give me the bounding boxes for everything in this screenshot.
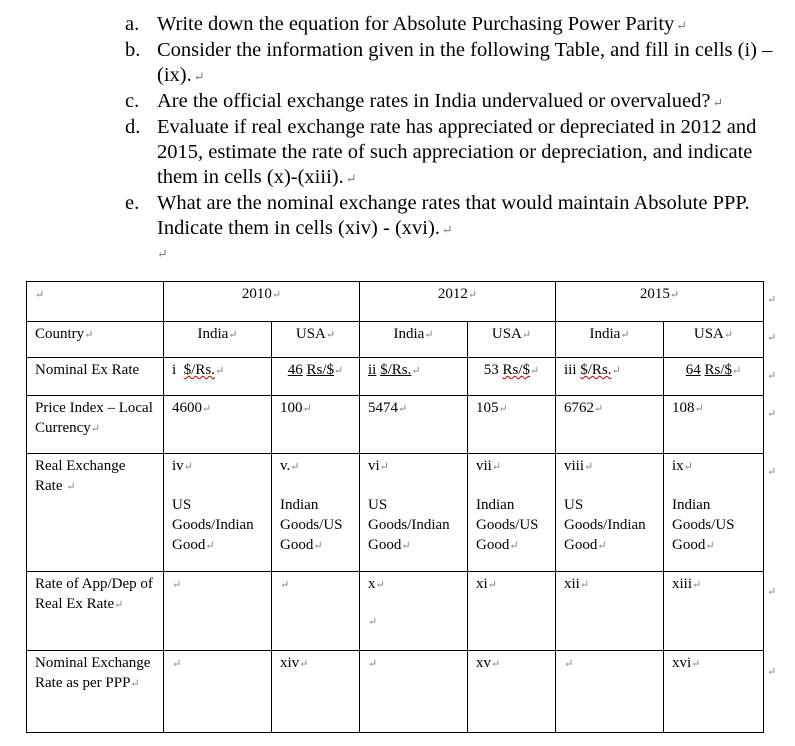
nominal-rate-cell: 53 Rs/$↵	[468, 358, 556, 396]
app-dep-cell: x↵ ↵	[360, 572, 468, 651]
real-rate-cell: ix↵ Indian Goods/US Good↵	[664, 454, 764, 572]
price-index-row	[27, 396, 764, 454]
app-dep-label: Rate of App/Dep of Real Ex Rate↵	[27, 572, 164, 651]
ppp-rate-cell: xv↵	[468, 651, 556, 733]
country-cell: India↵	[360, 322, 468, 358]
row-end-mark: ↵	[767, 586, 777, 598]
price-index-cell: 4600↵	[164, 396, 272, 454]
year-header-row	[27, 282, 764, 322]
nominal-rate-cell: i $/Rs.↵	[164, 358, 272, 396]
app-dep-cell: xi↵	[468, 572, 556, 651]
ppp-rate-cell: ↵	[164, 651, 272, 733]
country-cell: India↵	[556, 322, 664, 358]
question-b: b. Consider the information given in the following Table, and fill in cells (i) – (ix). ↵	[125, 39, 773, 86]
country-row	[27, 322, 764, 358]
country-cell: USA↵	[272, 322, 360, 358]
nominal-rate-cell: iii $/Rs.↵	[556, 358, 664, 396]
question-list	[125, 12, 775, 242]
question-a: a. Write down the equation for Absolute Purchasing Power Parity ↵	[125, 13, 688, 35]
corner-cell: ↵	[27, 282, 164, 322]
price-index-cell: 5474↵	[360, 396, 468, 454]
country-cell: India↵	[164, 322, 272, 358]
ppp-table	[26, 281, 764, 733]
app-dep-cell: ↵	[164, 572, 272, 651]
price-index-cell: 105↵	[468, 396, 556, 454]
row-end-mark: ↵	[767, 666, 777, 678]
row-end-mark: ↵	[767, 408, 777, 420]
country-cell: USA↵	[664, 322, 764, 358]
ppp-rate-cell: xiv↵	[272, 651, 360, 733]
row-end-mark: ↵	[767, 466, 777, 478]
app-dep-row	[27, 572, 764, 651]
year-header-2015: 2015↵	[556, 282, 764, 322]
nominal-rate-cell: 64 Rs/$↵	[664, 358, 764, 396]
country-label: Country↵	[27, 322, 164, 358]
row-end-mark: ↵	[767, 332, 777, 344]
ppp-rate-label: Nominal Exchange Rate as per PPP↵	[27, 651, 164, 733]
year-header-2012: 2012↵	[360, 282, 556, 322]
question-d: d. Evaluate if real exchange rate has appreciated or depreciated in 2012 and 2015, estimate the rate of such appreciation or depreciation, and indicate them in cells (x)-(xiii). ↵	[125, 116, 757, 188]
price-index-cell: 6762↵	[556, 396, 664, 454]
row-end-mark: ↵	[767, 294, 777, 306]
real-rate-cell: viii↵ US Goods/Indian Good↵	[556, 454, 664, 572]
ppp-rate-cell: xvi↵	[664, 651, 764, 733]
row-end-mark: ↵	[767, 370, 777, 382]
ppp-rate-cell: ↵	[360, 651, 468, 733]
price-index-cell: 108↵	[664, 396, 764, 454]
year-header-2010: 2010↵	[164, 282, 360, 322]
question-e: e. What are the nominal exchange rates that would maintain Absolute PPP. Indicate them in cells (xiv) - (xvi). ↵	[125, 192, 750, 239]
ppp-rate-row	[27, 651, 764, 733]
app-dep-cell: xiii↵	[664, 572, 764, 651]
paragraph-mark: ↵	[157, 246, 168, 261]
nominal-rate-row	[27, 358, 764, 396]
question-c: c. Are the official exchange rates in India undervalued or overvalued? ↵	[125, 90, 724, 112]
app-dep-cell: xii↵	[556, 572, 664, 651]
price-index-cell: 100↵	[272, 396, 360, 454]
real-rate-cell: vii↵ Indian Goods/US Good↵	[468, 454, 556, 572]
real-rate-label: Real Exchange Rate ↵	[27, 454, 164, 572]
app-dep-cell: ↵	[272, 572, 360, 651]
real-rate-cell: iv↵ US Goods/Indian Good↵	[164, 454, 272, 572]
country-cell: USA↵	[468, 322, 556, 358]
real-rate-cell: v.↵ Indian Goods/US Good↵	[272, 454, 360, 572]
nominal-rate-label: Nominal Ex Rate	[27, 358, 164, 396]
nominal-rate-cell: 46 Rs/$↵	[272, 358, 360, 396]
price-index-label: Price Index – Local Currency↵	[27, 396, 164, 454]
real-rate-cell: vi↵ US Goods/Indian Good↵	[360, 454, 468, 572]
ppp-rate-cell: ↵	[556, 651, 664, 733]
nominal-rate-cell: ii $/Rs.↵	[360, 358, 468, 396]
real-rate-row	[27, 454, 764, 572]
